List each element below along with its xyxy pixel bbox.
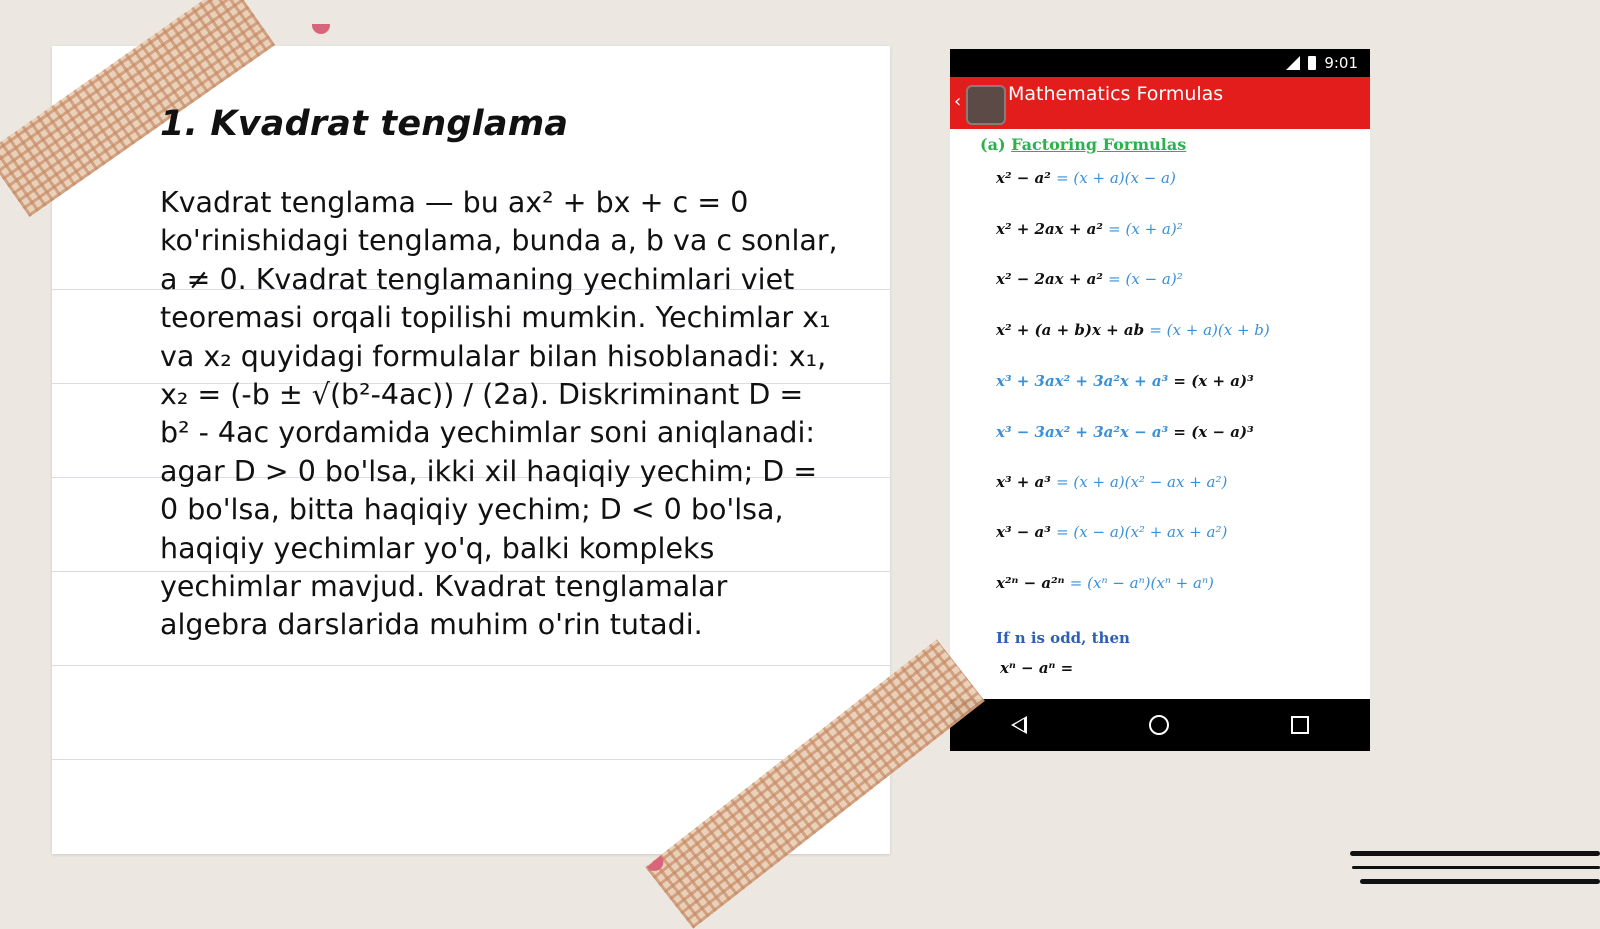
formula-lhs: x² − 2ax + a² [996,270,1103,288]
formula-rhs: = (x + a)² [1108,220,1183,238]
formula-rhs: = (x − a)(x² + ax + a²) [1056,523,1228,541]
formula-lhs: x² + (a + b)x + ab [996,321,1145,339]
chevron-left-icon[interactable]: ‹ [954,91,962,112]
formula-lhs: x³ + a³ [996,473,1051,491]
app-logo-icon [966,85,1006,125]
formula-row [996,574,1214,592]
formula-lhs: x²ⁿ − a²ⁿ [996,574,1065,592]
formula-row [996,270,1183,288]
paper-rule-line [52,759,890,760]
section-title-link[interactable]: Factoring Formulas [1011,135,1187,154]
formula-row: xⁿ − aⁿ = [1000,659,1074,677]
android-nav-bar [950,699,1370,751]
formula-row [996,372,1254,390]
formula-row [996,321,1270,339]
formula-rhs: = (x − a)³ [1173,423,1254,441]
status-time: 9:01 [1324,54,1358,72]
formula-row [996,220,1183,238]
formula-rhs: = (x − a)² [1108,270,1183,288]
signal-icon [1286,56,1300,70]
battery-icon [1308,56,1316,70]
back-triangle-icon[interactable] [1011,716,1027,734]
app-bar [950,77,1370,129]
slide-heading: 1. Kvadrat tenglama [160,104,569,144]
formula-row [996,473,1227,491]
formula-lhs: x³ − a³ [996,523,1051,541]
status-bar [950,49,1370,77]
formula-row [996,523,1227,541]
formula-rhs: = (x + a)³ [1173,372,1254,390]
phone-screenshot [950,49,1370,751]
formula-lhs: x² + 2ax + a² [996,220,1103,238]
formula-row [996,169,1176,187]
formula-list [950,129,1370,707]
home-circle-icon[interactable] [1149,715,1169,735]
formula-rhs: = (x + a)(x + b) [1149,321,1270,339]
decorative-stripe [1350,851,1600,856]
decorative-stripe [1352,866,1600,869]
formula-rhs: = (x + a)(x − a) [1056,169,1176,187]
formula-lhs: x² − a² [996,169,1051,187]
formula-rhs: = (xⁿ − aⁿ)(xⁿ + aⁿ) [1069,574,1214,592]
slide-paragraph: Kvadrat tenglama — bu ax² + bx + c = 0 ko'rinishidagi tenglama, bunda a, b va c sonlar, a ≠ 0. Kvadrat tenglamaning yechimlari viet teoremasi orqali topilishi mumkin. Yechimlar x₁ va x₂ quyidagi formulalar bilan hisoblanadi: x₁, x₂ = (-b ± √(b²-4ac)) / (2a). Diskriminant D = b² - 4ac yordamida yechimlar soni aniqlanadi: agar D > 0 bo'lsa, ikki xil haqiqiy yechim; D = 0 bo'lsa, bitta haqiqiy yechim; D < 0 bo'lsa, haqiqiy yechimlar yo'q, balki kompleks yechimlar mavjud. Kvadrat tenglamalar algebra darslarida muhim o'rin tutadi. [160,186,838,642]
paper-rule-line [52,665,890,666]
section-prefix: (a) [980,135,1006,154]
formula-lhs: x³ − 3ax² + 3a²x − a³ [996,423,1169,441]
formula-rhs: = (x + a)(x² − ax + a²) [1056,473,1228,491]
decorative-stripe [1360,879,1600,884]
formula-lhs: x³ + 3ax² + 3a²x + a³ [996,372,1169,390]
section-title [980,135,1186,154]
app-title: Mathematics Formulas [1008,83,1224,105]
odd-n-note: If n is odd, then [996,629,1130,647]
recent-apps-square-icon[interactable] [1291,716,1309,734]
formula-row [996,423,1254,441]
pin-decoration [312,24,330,34]
